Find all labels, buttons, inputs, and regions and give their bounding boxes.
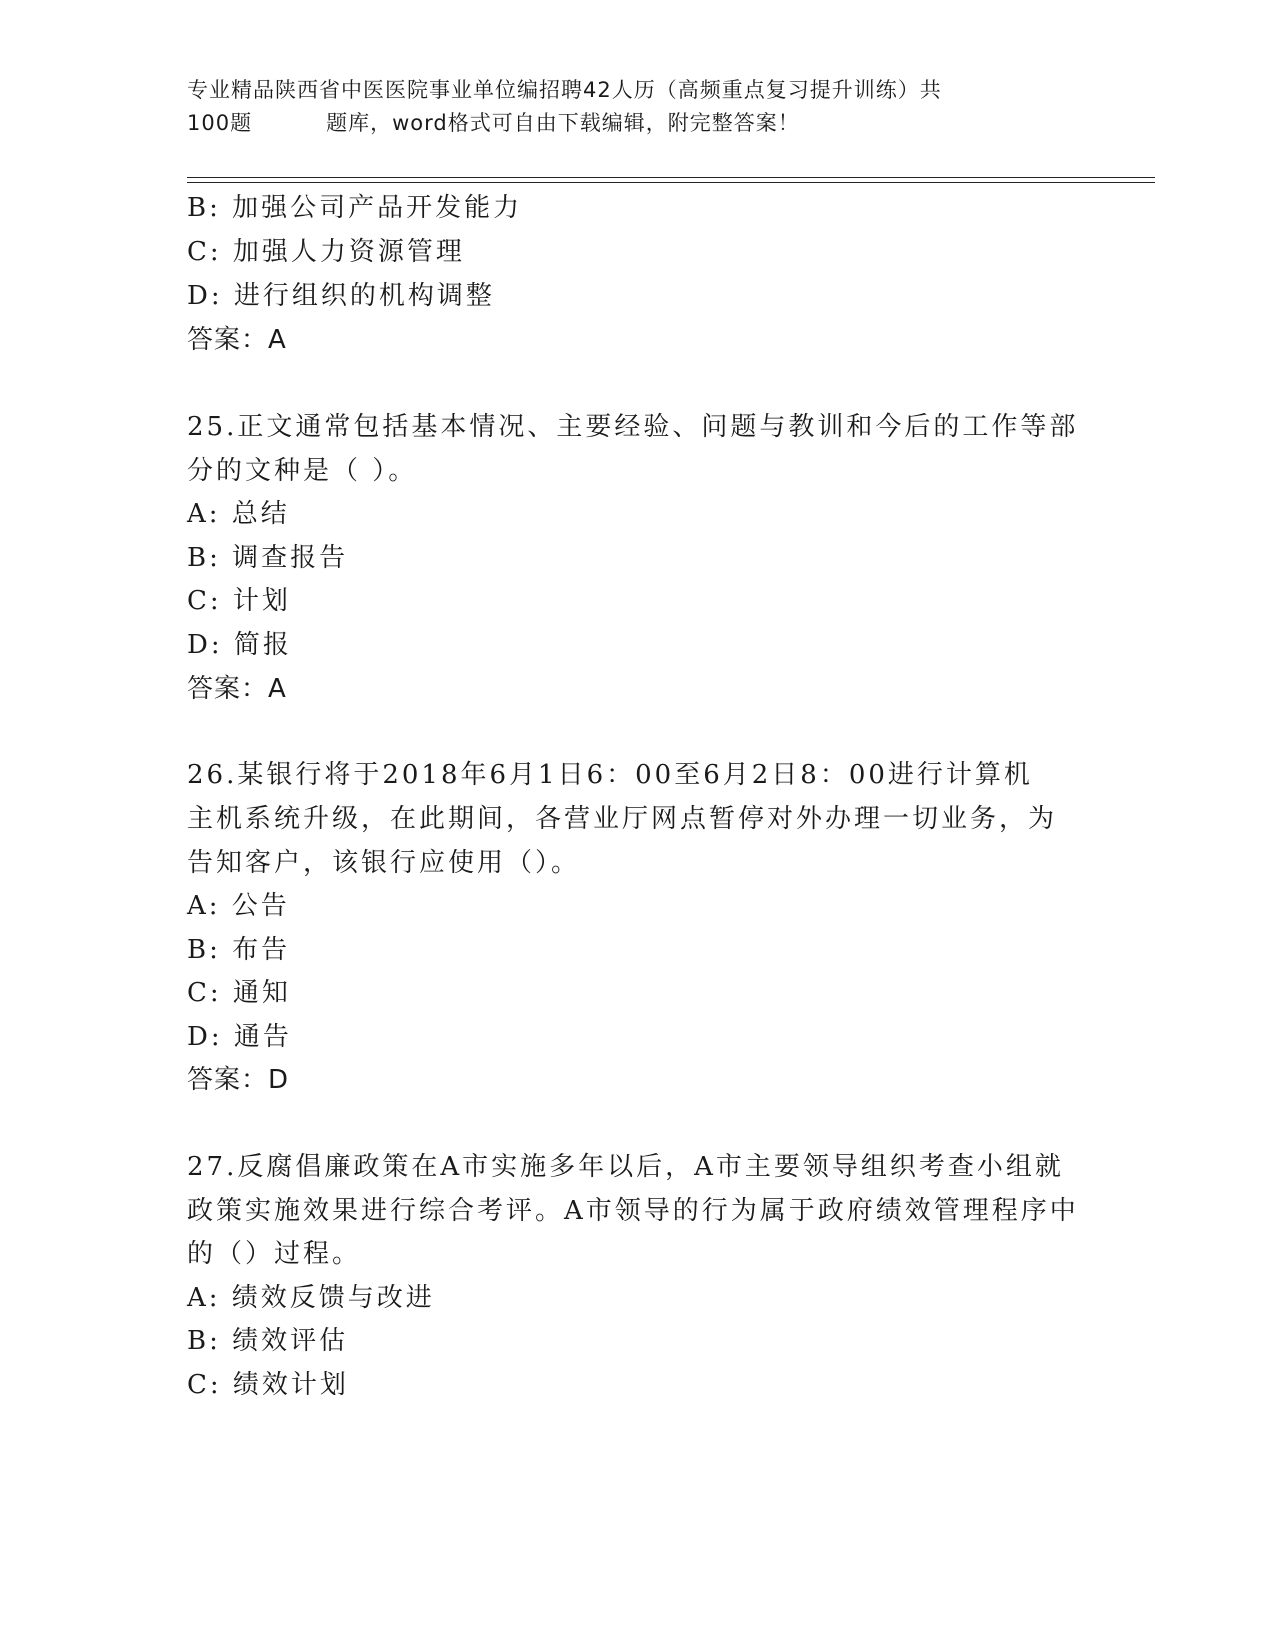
q27-option-c: C: 绩效计划 xyxy=(187,1370,349,1400)
q25-option-d: D: 简报 xyxy=(187,630,292,660)
header-subtitle: 题库，word格式可自由下载编辑，附完整答案！ xyxy=(326,111,800,135)
q27-option-b: B: 绩效评估 xyxy=(187,1326,349,1356)
q26-answer: 答案：D xyxy=(187,1065,290,1095)
q26-option-c: C: 通知 xyxy=(187,978,291,1008)
q25-stem-line-2: 分的文种是（ ）。 xyxy=(187,456,418,486)
q25-answer: 答案：A xyxy=(187,674,287,704)
header-divider-top xyxy=(187,177,1155,178)
q27-option-a: A: 绩效反馈与改进 xyxy=(187,1283,435,1313)
q25-option-a: A: 总结 xyxy=(187,499,290,529)
q26-option-b: B: 布告 xyxy=(187,935,291,965)
header-title-line-1: 专业精品陕西省中医医院事业单位编招聘42人历（高频重点复习提升训练）共 xyxy=(187,78,942,102)
q26-option-d: D: 通告 xyxy=(187,1022,292,1052)
q24-answer: 答案：A xyxy=(187,325,287,355)
header-divider-bottom xyxy=(187,182,1155,183)
q25-stem-line-1: 25.正文通常包括基本情况、主要经验、问题与教训和今后的工作等部 xyxy=(187,412,1079,442)
q26-stem-line-1: 26.某银行将于2018年6月1日6：00至6月2日8：00进行计算机 xyxy=(187,760,1033,790)
q25-option-c: C: 计划 xyxy=(187,586,291,616)
q24-option-b: B: 加强公司产品开发能力 xyxy=(187,193,523,223)
header-title-line-2 xyxy=(187,107,1067,140)
q27-stem-line-3: 的（）过程。 xyxy=(187,1239,362,1269)
q27-stem-line-1: 27.反腐倡廉政策在A市实施多年以后，A市主要领导组织考查小组就 xyxy=(187,1152,1064,1182)
document-header xyxy=(187,74,1067,140)
header-question-count: 100题 xyxy=(187,111,253,135)
q24-option-c: C: 加强人力资源管理 xyxy=(187,237,465,267)
q26-stem-line-3: 告知客户，该银行应使用（）。 xyxy=(187,848,581,878)
q25-option-b: B: 调查报告 xyxy=(187,543,349,573)
q24-option-d: D: 进行组织的机构调整 xyxy=(187,281,495,311)
q26-option-a: A: 公告 xyxy=(187,891,290,921)
q27-stem-line-2: 政策实施效果进行综合考评。A市领导的行为属于政府绩效管理程序中 xyxy=(187,1196,1079,1226)
q26-stem-line-2: 主机系统升级，在此期间，各营业厅网点暂停对外办理一切业务，为 xyxy=(187,804,1058,834)
